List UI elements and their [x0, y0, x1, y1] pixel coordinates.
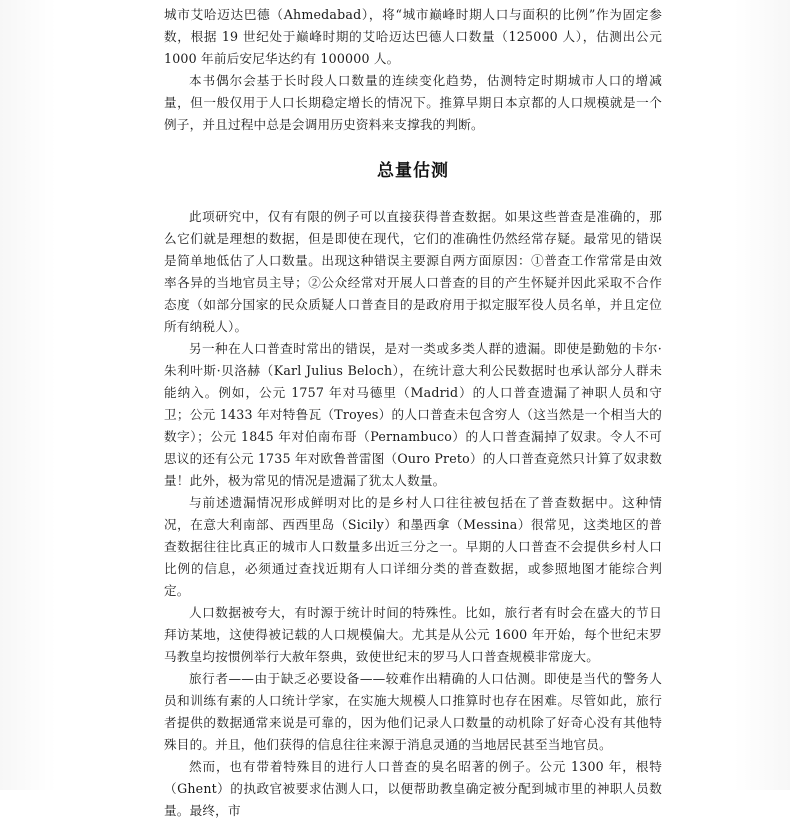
text-column: [164, 4, 662, 822]
paragraph: 此项研究中，仅有有限的例子可以直接获得普查数据。如果这些普查是准确的，那么它们就是理想的数据，但是即使在现代，它们的准确性仍然经常存疑。最常见的错误是简单地低估了人口数量。出现这种错误主要源自两方面原因：①普查工作常常是由效率各异的当地官员主导；②公众经常对开展人口普查的目的产生怀疑并因此采取不合作态度（如部分国家的民众质疑人口普查目的是政府用于拟定服军役人员名单，并且定位所有纳税人）。: [164, 209, 662, 334]
paragraph: 旅行者——由于缺乏必要设备——较难作出精确的人口估测。即使是当代的警务人员和训练有素的人口统计学家，在实施大规模人口推算时也存在困难。尽管如此，旅行者提供的数据通常来说是可靠的，因为他们记录人口数量的动机除了好奇心没有其他特殊目的。并且，他们获得的信息往往来源于消息灵通的当地居民甚至当地官员。: [164, 671, 662, 752]
paragraph: 另一种在人口普查时常出的错误，是对一类或多类人群的遗漏。即使是勤勉的卡尔·朱利叶斯·贝洛赫（Karl Julius Beloch），在统计意大利公民数据时也承认部分人群未能纳入。例如，公元 1757 年对马德里（Madrid）的人口普查遗漏了神职人员和守卫；公元 1433 年对特鲁瓦（Troyes）的人口普查未包含穷人（这当然是一个相当大的数字）；公元 1845 年对伯南布哥（Pernambuco）的人口普查漏掉了奴隶。令人不可思议的还有公元 1735 年对欧鲁普雷图（Ouro Preto）的人口普查竟然只计算了奴隶数量！此外，极为常见的情况是遗漏了犹太人数量。: [164, 341, 662, 488]
paragraph: 人口数据被夸大，有时源于统计时间的特殊性。比如，旅行者有时会在盛大的节日拜访某地，这使得被记载的人口规模偏大。尤其是从公元 1600 年开始，每个世纪末罗马教皇均按惯例举行大赦年祭典，致使世纪末的罗马人口普查规模非常庞大。: [164, 605, 662, 664]
section-heading: 总量估测: [377, 161, 449, 181]
paragraph-truncated: 然而，也有带着特殊目的进行人口普查的臭名昭著的例子。公元 1300 年，根特（Ghent）的执政官被要求估测人口，以便帮助教皇确定被分配到城市里的神职人员数量。最终，市: [164, 759, 662, 818]
page-right-margin: [734, 0, 790, 790]
paragraph-continued: 城市艾哈迈达巴德（Ahmedabad），将“城市巅峰时期人口与面积的比例”作为固定参数，根据 19 世纪处于巅峰时期的艾哈迈达巴德人口数量（125000 人），估测出公元 1000 年前后安尼华达约有 100000 人。: [164, 7, 662, 66]
paragraph: 与前述遗漏情况形成鲜明对比的是乡村人口往往被包括在了普查数据中。这种情况，在意大利南部、西西里岛（Sicily）和墨西拿（Messina）很常见，这类地区的普查数据往往比真正的城市人口数量多出近三分之一。早期的人口普查不会提供乡村人口比例的信息，必须通过查找近期有人口详细分类的普查数据，或参照地图才能综合判定。: [164, 495, 662, 598]
page-left-margin: [0, 0, 56, 790]
paragraph: 本书偶尔会基于长时段人口数量的连续变化趋势，估测特定时期城市人口的增减量，但一般仅用于人口长期稳定增长的情况下。推算早期日本京都的人口规模就是一个例子，并且过程中总是会调用历史资料来支撑我的判断。: [164, 73, 662, 132]
